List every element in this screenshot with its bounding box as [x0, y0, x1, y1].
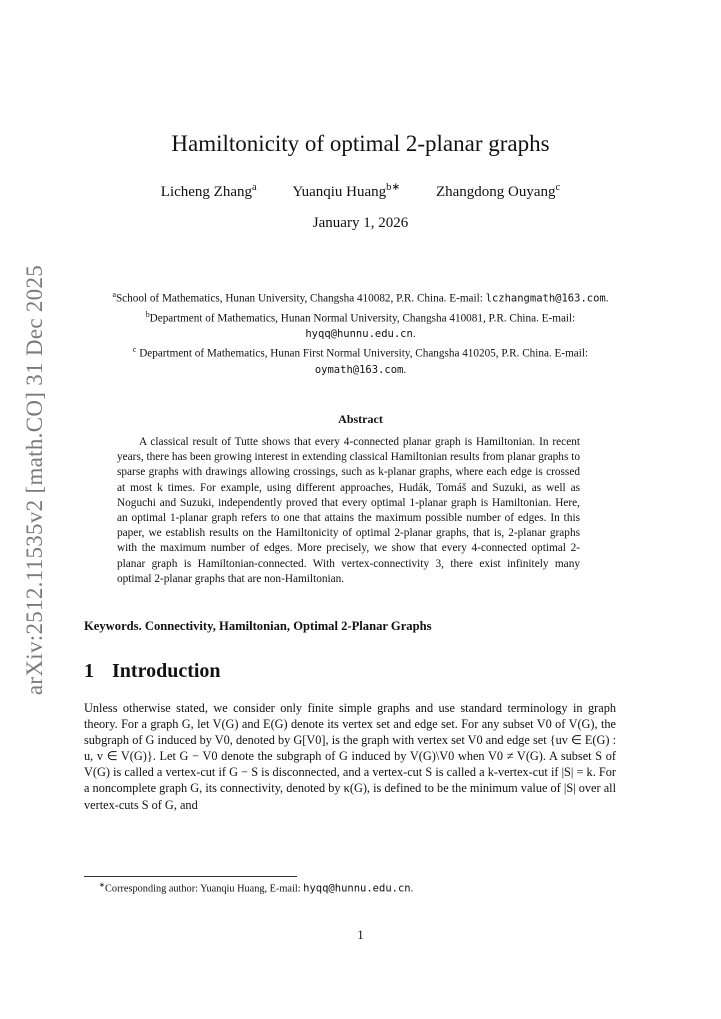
section-title: Introduction: [112, 660, 221, 682]
email-link[interactable]: hyqq@hunnu.edu.cn: [303, 882, 411, 895]
abstract-heading: Abstract: [338, 412, 383, 426]
abstract-body: A classical result of Tutte shows that every 4-connected planar graph is Hamiltonian. In recent years, there has been growing interest in extending classical Hamiltonian results from planar graphs to sparse graphs with drawings allowing crossings, such as k-planar graphs, where each edge is crossed at most k times. For example, using different approaches, Hudák, Tomáš and Suzuki, as well as Noguchi and Suzuki, independently proved that every optimal 1-planar graph is Hamiltonian. Here, an optimal 1-planar graph refers to one that attains the maximum possible number of edges. In this paper, we establish results on the Hamiltonicity of optimal 2-planar graphs, that is, 2-planar graphs with the maximum number of edges. More precisely, we show that every 4-connected optimal 2-planar graph is Hamiltonian-connected. With vertex-connectivity 3, there exist infinitely many optimal 2-planar graphs that are non-Hamiltonian.: [117, 436, 580, 585]
keywords: Keywords. Connectivity, Hamiltonian, Optimal 2-Planar Graphs: [84, 619, 432, 633]
email-link[interactable]: oymath@163.com: [314, 364, 404, 377]
arxiv-identifier: arXiv:2512.11535v2 [math.CO] 31 Dec 2025: [22, 264, 47, 696]
affiliation: $^a$School of Mathematics, Hunan University, Changsha 410082, P.R. China. E-mail: lczhangmath@163.com.: [112, 290, 609, 305]
affiliation: $^b$Department of Mathematics, Hunan Normal University, Changsha 410081, P.R. China. E-mail: hyqq@hunnu.edu.cn.: [145, 309, 576, 341]
footnote-rule: [84, 876, 297, 877]
affiliations: [95, 287, 626, 378]
author: Yuanqiu Huang$^{b∗}$: [292, 182, 401, 200]
paper-title: Hamiltonicity of optimal 2-planar graphs: [171, 131, 550, 156]
author: Licheng Zhang$^a$: [160, 182, 257, 200]
paper-date: January 1, 2026: [312, 215, 409, 231]
page-number: 1: [357, 928, 364, 942]
affiliation: $^c$ Department of Mathematics, Hunan First Normal University, Changsha 410205, P.R. China. E-mail: oymath@163.com.: [132, 345, 589, 377]
intro-paragraph: Unless otherwise stated, we consider only finite simple graphs and use standard terminology in graph theory. For a graph G, let V(G) and E(G) denote its vertex set and edge set. For any subset V0 of V(G), the subgraph of G induced by V0, denoted by G[V0], is the graph with vertex set V0 and edge set {uv ∈ E(G) : u, v ∈ V(G)}. Let G − V0 denote the subgraph of G induced by V(G)\V0 when V0 ≠ V(G). A subset S of V(G) is called a vertex-cut if G − S is disconnected, and a vertex-cut S is called a k-vertex-cut if |S| = k. For a noncomplete graph G, its connectivity, denoted by κ(G), is defined to be the minimum value of |S| over all vertex-cuts S of G, and: [84, 701, 616, 812]
section-heading: [84, 660, 221, 683]
author-list: [0, 181, 721, 201]
section-number: 1: [84, 660, 94, 682]
footnote: ∗Corresponding author: Yuanqiu Huang, E-mail: hyqq@hunnu.edu.cn.: [99, 881, 414, 895]
author: Zhangdong Ouyang$^c$: [435, 182, 561, 200]
email-link[interactable]: hyqq@hunnu.edu.cn: [305, 328, 413, 341]
email-link[interactable]: lczhangmath@163.com: [485, 292, 606, 305]
